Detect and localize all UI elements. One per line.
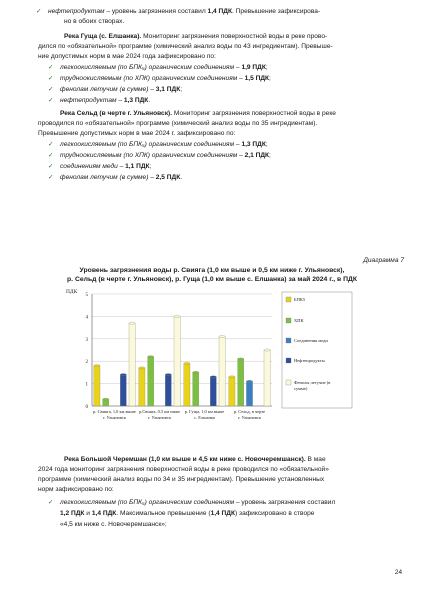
bar-top — [174, 315, 180, 317]
check-icon: ✓ — [48, 152, 54, 159]
legend-label: Нефтепродукты — [294, 358, 325, 363]
legend-box — [282, 292, 352, 408]
chart-caption-line2: р. Сельд (в черте г. Ульяновск), р. Гуща (1,0 км выше с. Елшанка) за май 2024 г., в ПДК — [67, 276, 357, 283]
bar — [264, 350, 270, 406]
x-tick-label: г. Ульяновск — [238, 415, 261, 420]
x-tick-label: с. Елшанка — [194, 415, 215, 420]
bar — [238, 359, 244, 406]
bar — [120, 375, 126, 406]
bar — [184, 363, 190, 406]
paragraph-bolshoy-line1: Река Большой Черемшан (1,0 км выше и 4,5 км ниже с. Новочеремшанск). В мае — [64, 456, 326, 463]
legend-label: ХПК — [294, 318, 304, 323]
seld-item: ✓ соединениям меди – 1,1 ПДК; — [48, 163, 152, 170]
bar-top — [193, 371, 199, 373]
y-tick-label: 0 — [85, 405, 88, 410]
bar — [139, 368, 145, 406]
bolshoy-item-line3: «4,5 км ниже с. Новочеремшанск»; — [60, 521, 167, 528]
y-axis-label: ПДК — [66, 289, 78, 295]
bar-top — [139, 367, 145, 369]
legend-swatch — [286, 318, 291, 323]
y-tick-label: 5 — [85, 293, 88, 298]
bar — [229, 377, 235, 406]
chart-caption-line1: Уровень загрязнения воды р. Свияга (1,0 км выше и 0,5 км ниже г. Ульяновск), — [79, 267, 345, 274]
legend-label: Фенолы летучие (в сумме) — [294, 380, 331, 391]
bolshoy-item: ✓ легкоокисляемым (по БПК₅) органическим соединениям – уровень загрязнения составил — [48, 499, 336, 506]
bar — [246, 381, 252, 406]
x-tick-label: р. Сельд, в черте — [233, 409, 266, 414]
legend-swatch — [286, 297, 291, 302]
bullet-oil-products-top: ✓ нефтепродуктам – уровень загрязнения составил 1,4 ПДК. Превышение зафиксирова- — [36, 8, 321, 15]
x-tick-label: г. Ульяновск — [148, 415, 171, 420]
bar — [165, 375, 171, 406]
legend-label: Соединения меди — [294, 338, 328, 343]
bar-top — [120, 374, 126, 376]
y-tick-label: 3 — [85, 337, 88, 343]
bar — [210, 377, 216, 406]
bar-top — [129, 322, 135, 324]
x-tick-label: г. Ульяновск — [103, 415, 126, 420]
bar — [129, 323, 135, 406]
bar-top — [148, 356, 154, 358]
bar-top — [210, 376, 216, 378]
check-icon: ✓ — [48, 174, 54, 181]
legend-swatch — [286, 338, 291, 343]
bar — [219, 337, 225, 406]
bar-top — [165, 374, 171, 376]
paragraph-gusha-line1: Река Гуща (с. Елшанка). Мониторинг загрязнения поверхностной воды в реке прово- — [64, 33, 328, 40]
paragraph-gusha-line2: дился по «обязательной» программе (химический анализ воды по 43 ингредиентам). Превыше- — [38, 43, 333, 50]
bar — [148, 357, 154, 406]
gusha-item: ✓ трудноокисляемым (по ХПК) органическим соединениям – 1,5 ПДК; — [48, 75, 271, 82]
legend-swatch — [286, 358, 291, 363]
bar-chart — [66, 286, 366, 431]
bar-top — [238, 358, 244, 360]
paragraph-bolshoy-line3: программе (химический анализ воды по 34 и 35 ингредиентам). Превышение установленных — [38, 476, 325, 483]
bar — [193, 372, 199, 406]
y-tick-label: 2 — [85, 360, 88, 366]
gusha-item: ✓ легкоокисляемым (по БПК₅) органическим соединениям – 1,9 ПДК; — [48, 64, 268, 71]
x-tick-label: р.Свияга, 0,5 км ниже — [139, 409, 180, 414]
check-icon: ✓ — [48, 499, 54, 506]
y-tick-label: 1 — [85, 382, 88, 388]
page-number: 24 — [394, 569, 402, 576]
x-tick-label: р. Свияга, 1,0 км выше — [93, 409, 136, 414]
check-icon: ✓ — [48, 163, 54, 170]
paragraph-bolshoy-line4: норм зафиксировано по: — [38, 486, 114, 493]
bar — [174, 316, 180, 406]
plot-area — [92, 294, 272, 406]
bolshoy-item-line2: 1,2 ПДК и 1,4 ПДК. Максимальное превышение (1,4 ПДК) зафиксировано в створе — [60, 510, 315, 517]
check-icon: ✓ — [36, 8, 42, 15]
bar — [94, 366, 100, 406]
seld-item: ✓ трудноокисляемым (по ХПК) органическим соединениям – 2,1 ПДК; — [48, 152, 271, 159]
check-icon: ✓ — [48, 97, 54, 104]
bar-top — [229, 376, 235, 378]
bar-top — [219, 335, 225, 337]
bullet-continuation: но в обоих створах. — [64, 18, 125, 25]
paragraph-bolshoy-line2: 2024 года мониторинг загрязнения поверхностной воды в реке проводился по «обязательной» — [38, 466, 329, 473]
bar-top — [184, 362, 190, 364]
bar-top — [246, 380, 252, 382]
check-icon: ✓ — [48, 141, 54, 148]
bar-top — [94, 365, 100, 367]
bar-top — [103, 398, 109, 400]
check-icon: ✓ — [48, 75, 54, 82]
bar-top — [264, 349, 270, 351]
seld-item: ✓ легкоокисляемым (по БПК₅) органическим соединениям – 1,3 ПДК; — [48, 141, 268, 148]
check-icon: ✓ — [48, 64, 54, 71]
legend-swatch — [286, 380, 291, 385]
paragraph-seld-line3: Превышение допустимых норм в мае 2024 г. зафиксировано по: — [38, 130, 236, 137]
seld-item: ✓ фенолам летучим (в сумме) – 2,5 ПДК. — [48, 174, 183, 181]
paragraph-gusha-line3: ние допустимых норм в мае 2024 года зафиксировано по: — [38, 53, 216, 60]
diagram-label: Диаграмма 7 — [363, 257, 404, 264]
gusha-item: ✓ фенолам летучим (в сумме) – 3,1 ПДК; — [48, 86, 183, 93]
paragraph-seld-line1: Река Сельд (в черте г. Ульяновск). Мониторинг загрязнения поверхностной воды в реке — [60, 110, 336, 117]
check-icon: ✓ — [48, 86, 54, 93]
paragraph-seld-line2: проводился по «обязательной» программе (химический анализ воды по 35 ингредиентам). — [38, 120, 318, 127]
x-tick-label: р. Гуща, 1,0 км выше — [184, 409, 225, 414]
y-tick-label: 4 — [85, 315, 88, 321]
gusha-item: ✓ нефтепродуктам – 1,3 ПДК. — [48, 97, 151, 104]
legend-label: БПК5 — [294, 297, 306, 302]
